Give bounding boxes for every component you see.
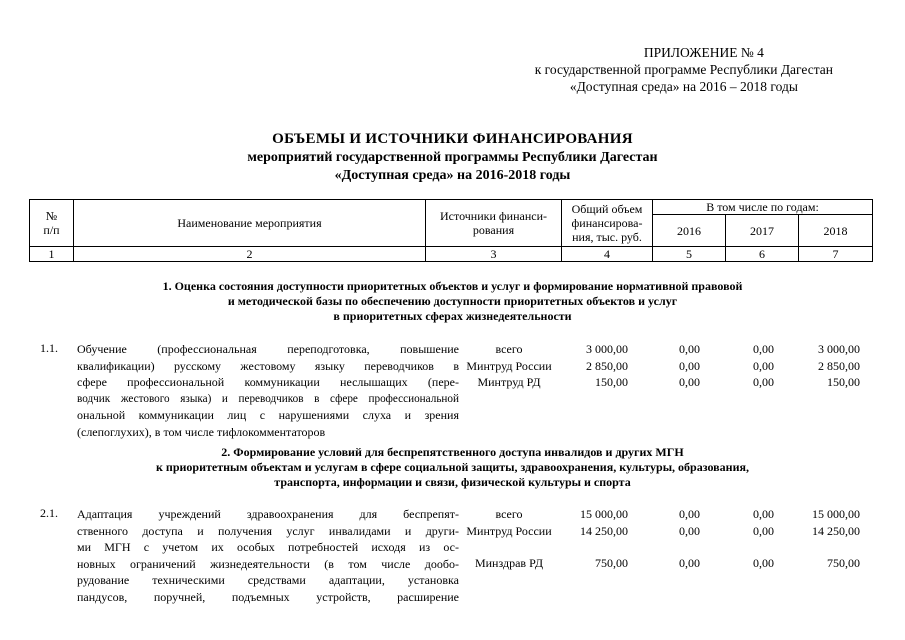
amount-value: 0,00 xyxy=(679,342,700,356)
header-total xyxy=(562,200,653,247)
amount-value: 0,00 xyxy=(679,507,700,521)
item-total xyxy=(560,506,628,572)
appendix-title: ПРИЛОЖЕНИЕ № 4 xyxy=(643,45,764,60)
header-by-years: В том числе по годам: xyxy=(653,200,873,215)
amount-value: 0,00 xyxy=(679,358,700,373)
amount-value: 150,00 xyxy=(827,375,860,389)
amount-value: 0,00 xyxy=(753,375,774,389)
item-2018 xyxy=(790,506,860,572)
description-line: Обучение (профессиональная переподготовка, повышение xyxy=(77,342,459,356)
amount-value: 0,00 xyxy=(753,342,774,356)
item-number: 1.1. xyxy=(40,341,58,355)
header-year-2017: 2017 xyxy=(726,215,799,247)
amount-value: 750,00 xyxy=(595,556,628,570)
section-2-title-line: 2. Формирование условий для беспрепятственного доступа инвалидов и других МГН xyxy=(221,445,684,459)
document-subtitle-2: «Доступная среда» на 2016-2018 годы xyxy=(334,168,571,183)
header-year-2018: 2018 xyxy=(799,215,873,247)
description-line: ственного доступа и получения услуг инвалидами и други- xyxy=(77,523,459,538)
item-2016 xyxy=(660,341,700,391)
header-sources-line-2: рования xyxy=(472,223,515,237)
amount-value: 14 250,00 xyxy=(812,523,860,538)
section-1-title xyxy=(0,279,905,324)
section-2-title xyxy=(0,445,905,490)
header-sources xyxy=(426,200,562,247)
col-number-2: 2 xyxy=(74,247,426,262)
item-number: 2.1. xyxy=(40,506,58,520)
header-number xyxy=(30,200,74,247)
item-total xyxy=(560,341,628,391)
description-line: ональной коммуникации лиц с нарушениями слуха и зрения xyxy=(77,408,459,422)
header-year-2016: 2016 xyxy=(653,215,726,247)
amount-value: 0,00 xyxy=(753,523,774,538)
financing-table-header xyxy=(29,199,873,262)
source-label: всего xyxy=(495,342,523,356)
amount-value: 3 000,00 xyxy=(586,342,628,356)
header-total-line-2: финансирова- xyxy=(571,216,643,230)
amount-value: 0,00 xyxy=(753,358,774,373)
source-label: Минтруд РД xyxy=(477,375,541,389)
amount-value: 750,00 xyxy=(827,556,860,570)
amount-value: 0,00 xyxy=(679,375,700,389)
section-2-title-line: транспорта, информации и связи, физической культуры и спорта xyxy=(274,475,631,489)
col-number-3: 3 xyxy=(426,247,562,262)
description-line: сфере профессиональной коммуникации неслышащих (пере- xyxy=(77,375,459,389)
section-2-title-line: к приоритетным объектам и услугам в сфере социальной защиты, здравоохранения, культуры, образования, xyxy=(156,460,749,474)
description-line: Адаптация учреждений здравоохранения для беспрепят- xyxy=(77,507,459,521)
source-label: Минздрав РД xyxy=(474,556,544,570)
document-title: ОБЪЕМЫ И ИСТОЧНИКИ ФИНАНСИРОВАНИЯ xyxy=(272,131,633,147)
section-1-title-line: в приоритетных сферах жизнедеятельности xyxy=(333,309,572,323)
item-sources xyxy=(444,506,574,572)
appendix-block xyxy=(535,44,833,95)
amount-value: 150,00 xyxy=(595,375,628,389)
amount-value: 3 000,00 xyxy=(818,342,860,356)
source-label: Минтруд России xyxy=(466,523,552,538)
amount-value: 0,00 xyxy=(753,507,774,521)
col-number-1: 1 xyxy=(30,247,74,262)
amount-value: 2 850,00 xyxy=(586,358,628,373)
appendix-line-2: к государственной программе Республики Дагестан xyxy=(534,62,833,77)
header-name: Наименование мероприятия xyxy=(74,200,426,247)
item-2016 xyxy=(660,506,700,572)
item-2018 xyxy=(790,341,860,391)
source-label: всего xyxy=(495,507,523,521)
section-1-title-line: и методической базы по обеспечению доступности приоритетных объектов и услуг xyxy=(227,294,678,308)
item-description xyxy=(77,341,459,440)
description-line: рудование техническими средствами адаптации, установка xyxy=(77,573,459,587)
item-2017 xyxy=(734,506,774,572)
description-line: водчик жестового языка) и переводчиков в сфере профессиональной xyxy=(77,392,459,405)
amount-value: 15 000,00 xyxy=(580,507,628,521)
item-description xyxy=(77,506,459,605)
header-total-line-3: ния, тыс. руб. xyxy=(572,230,642,244)
amount-value: 2 850,00 xyxy=(818,358,860,373)
amount-value: 15 000,00 xyxy=(812,507,860,521)
item-sources xyxy=(444,341,574,391)
header-total-line-1: Общий объем xyxy=(571,202,643,216)
section-1-title-line: 1. Оценка состояния доступности приоритетных объектов и услуг и формирование нормативной правовой xyxy=(162,279,743,293)
description-line: новных ограничений жизнедеятельности (в том числе дообо- xyxy=(77,556,459,571)
header-number-line-2: п/п xyxy=(43,223,60,237)
header-number-line-1: № xyxy=(45,209,58,223)
col-number-7: 7 xyxy=(799,247,873,262)
col-number-5: 5 xyxy=(653,247,726,262)
amount-value: 14 250,00 xyxy=(580,523,628,538)
amount-value: 0,00 xyxy=(679,556,700,570)
col-number-6: 6 xyxy=(726,247,799,262)
description-line: квалификации) русскому жестовому языку переводчиков в xyxy=(77,358,459,373)
source-label: Минтруд России xyxy=(466,358,552,373)
description-line: ми МГН с учетом их особых потребностей исходя из ос- xyxy=(77,540,459,554)
col-number-4: 4 xyxy=(562,247,653,262)
appendix-line-3: «Доступная среда» на 2016 – 2018 годы xyxy=(569,79,798,94)
header-sources-line-1: Источники финанси- xyxy=(439,209,547,223)
item-2017 xyxy=(734,341,774,391)
amount-value: 0,00 xyxy=(753,556,774,570)
document-subtitle-1: мероприятий государственной программы Республики Дагестан xyxy=(247,150,658,165)
description-line: (слепоглухих), в том числе тифлокомментаторов xyxy=(77,424,326,439)
description-line: пандусов, поручней, подъемных устройств, расширение xyxy=(77,589,459,604)
amount-value: 0,00 xyxy=(679,523,700,538)
